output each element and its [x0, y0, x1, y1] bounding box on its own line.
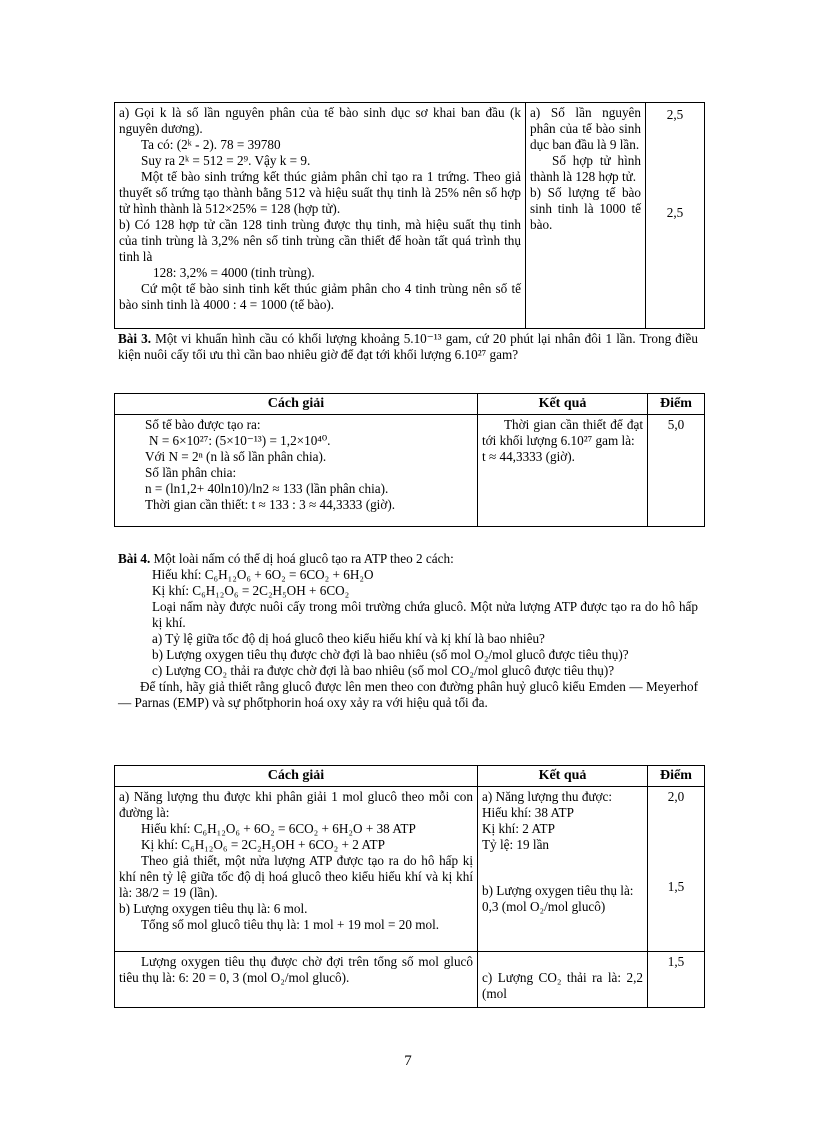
exercise-label: Bài 4.: [118, 551, 151, 566]
header-diem: Điểm: [648, 766, 705, 787]
header-ket-qua: Kết quả: [478, 766, 648, 787]
exercise-label: Bài 3.: [118, 331, 152, 346]
result-cell: Thời gian cần thiết để đạt tới khối lượng 6.10²⁷ gam là: t ≈ 44,3333 (giờ).: [478, 415, 648, 527]
solution-cell: Lượng oxygen tiêu thụ được chờ đợi trên tổng số mol glucô tiêu thụ là: 6: 20 = 0, 3 (mol O₂/mol glucô).: [115, 952, 478, 1008]
table-2: [114, 393, 705, 527]
table-header-row: [115, 394, 705, 415]
solution-cell: a) Năng lượng thu được khi phân giải 1 mol glucô theo mỗi con đường là: Hiếu khí: C₆H₁₂O₆ + 6O₂ = 6CO₂ + 6H₂O + 38 ATP Kị khí: C₆H₁₂O₆ = 2C₂H₅OH + 6CO₂ + 2 ATP Theo giả thiết, một nửa lượng ATP được tạo ra do hô hấp kị khí nên tỷ lệ giữa tốc độ dị hoá glucô theo kiểu hiếu khí và kị khí là: 38/2 = 19 (lần). b) Lượng oxygen tiêu thụ là: 6 mol. Tổng số mol glucô tiêu thụ là: 1 mol + 19 mol = 20 mol.: [115, 787, 478, 952]
table-row: [115, 787, 705, 952]
table-3: [114, 765, 705, 1008]
header-cach-giai: Cách giải: [115, 394, 478, 415]
table-header-row: [115, 766, 705, 787]
score-cell: 2,5 2,5: [646, 103, 705, 329]
result-cell: c) Lượng CO₂ thải ra là: 2,2 (mol: [478, 952, 648, 1008]
exercise-4: Bài 4. Một loài nấm có thể dị hoá glucô tạo ra ATP theo 2 cách: Hiếu khí: C₆H₁₂O₆ + 6O₂ = 6CO₂ + 6H₂O Kị khí: C₆H₁₂O₆ = 2C₂H₅OH + 6CO₂ Loại nấm này được nuôi cấy trong môi trường chứa glucô. Một nửa lượng ATP được tạo ra do hô hấp kị khí. a) Tỷ lệ giữa tốc độ dị hoá glucô theo kiểu hiếu khí và kị khí là bao nhiêu? b) Lượng oxygen tiêu thụ được chờ đợi là bao nhiêu (số mol O₂/mol glucô được tiêu thụ)? c) Lượng CO₂ thải ra được chờ đợi là bao nhiêu (số mol CO₂/mol glucô được tiêu thụ)? Để tính, hãy giả thiết rằng glucô được lên men theo con đường phân huỷ glucô kiểu Emden — Meyerhof — Parnas (EMP) và sự phốtphorin hoá oxy xảy ra với hiệu quả tối đa.: [118, 551, 698, 710]
header-ket-qua: Kết quả: [478, 394, 648, 415]
table-1: [114, 102, 705, 329]
exercise-3: [118, 331, 698, 363]
table-row: [115, 952, 705, 1008]
header-cach-giai: Cách giải: [115, 766, 478, 787]
result-cell: a) Năng lượng thu được: Hiếu khí: 38 ATP Kị khí: 2 ATP Tỷ lệ: 19 lần b) Lượng oxygen tiêu thụ là: 0,3 (mol O₂/mol glucô): [478, 787, 648, 952]
table-row: [115, 103, 705, 329]
score-cell: 2,0 1,5: [648, 787, 705, 952]
solution-cell: Số tế bào được tạo ra: N = 6×10²⁷: (5×10⁻¹³) = 1,2×10⁴⁰. Với N = 2ⁿ (n là số lần phân chia). Số lần phân chia: n = (ln1,2+ 40ln10)/ln2 ≈ 133 (lần phân chia). Thời gian cần thiết: t ≈ 133 : 3 ≈ 44,3333 (giờ).: [115, 415, 478, 527]
score-cell: 1,5: [648, 952, 705, 1008]
table-row: [115, 415, 705, 527]
header-diem: Điểm: [648, 394, 705, 415]
score-cell: 5,0: [648, 415, 705, 527]
page-number: 7: [404, 1053, 412, 1069]
exercise-text: Một vi khuẩn hình cầu có khối lượng khoảng 5.10⁻¹³ gam, cứ 20 phút lại nhân đôi 1 lần. Trong điều kiện nuôi cấy tối ưu thì cần bao nhiêu giờ để đạt tới khối lượng 6.10²⁷ gam?: [118, 331, 698, 362]
solution-cell: a) Gọi k là số lần nguyên phân của tế bào sinh dục sơ khai ban đầu (k nguyên dương). Ta có: (2ᵏ - 2). 78 = 39780 Suy ra 2ᵏ = 512 = 2⁹. Vậy k = 9. Một tế bào sinh trứng kết thúc giảm phân chỉ tạo ra 1 trứng. Theo giả thuyết số trứng tạo thành bằng 512 và hiệu suất thụ tinh là 25% nên số hợp tử hình thành là 512×25% = 128 (hợp tử). b) Có 128 hợp tử cần 128 tinh trùng được thụ tinh, mà hiệu suất thụ tinh của tinh trùng là 3,2% nên số tinh trùng cần thiết để hoàn tất quá trình thụ tinh là 128: 3,2% = 4000 (tinh trùng). Cứ một tế bào sinh tinh kết thúc giảm phân cho 4 tinh trùng nên số tế bào sinh tinh là 4000 : 4 = 1000 (tế bào).: [115, 103, 526, 329]
result-cell: a) Số lần nguyên phân của tế bào sinh dục ban đầu là 9 lần. Số hợp tử hình thành là 128 hợp tử. b) Số lượng tế bào sinh tinh là 1000 tế bào.: [526, 103, 646, 329]
